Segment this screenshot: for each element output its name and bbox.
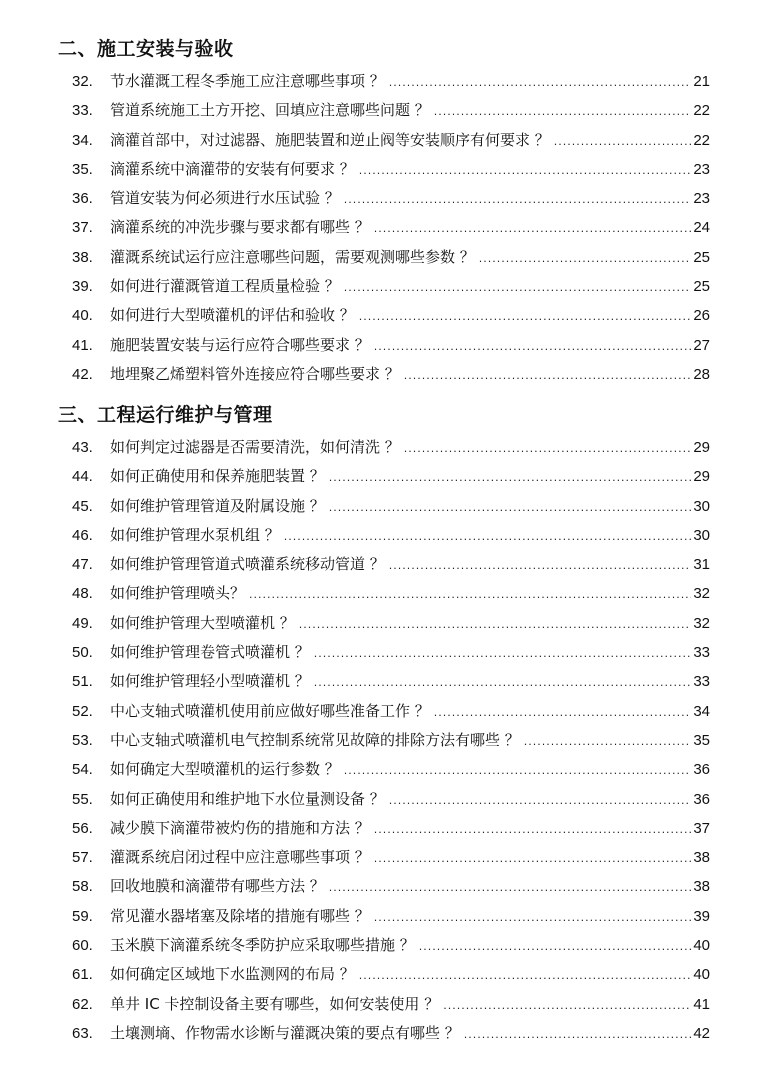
toc-entry[interactable]	[72, 436, 710, 465]
toc-entry[interactable]	[72, 875, 710, 904]
dot-leader	[314, 647, 692, 660]
dot-leader	[374, 222, 692, 235]
dot-leader	[359, 969, 692, 982]
entry-title: 地埋聚乙烯塑料管外连接应符合哪些要求 ？	[110, 364, 400, 383]
entry-title: 常见灌水器堵塞及除堵的措施有哪些 ？	[110, 906, 370, 925]
entry-title: 单井 IC 卡控制设备主要有哪些，如何安装使用 ？	[110, 994, 440, 1013]
entry-number: 34.	[72, 131, 93, 149]
dot-leader	[464, 1028, 692, 1041]
dot-leader	[404, 442, 692, 455]
dot-leader	[284, 530, 692, 543]
dot-leader	[389, 76, 692, 89]
entry-title: 如何正确使用和维护地下水位量测设备 ？	[110, 789, 385, 808]
toc-entry[interactable]	[72, 465, 710, 494]
dot-leader	[434, 706, 692, 719]
entry-number: 43.	[72, 439, 93, 456]
entry-page-number: 23	[693, 160, 710, 178]
toc-entry[interactable]	[72, 670, 710, 699]
entry-page-number: 34	[693, 702, 710, 720]
entry-number: 33.	[72, 102, 93, 120]
toc-entry[interactable]	[72, 334, 710, 363]
toc-entry[interactable]	[72, 304, 710, 333]
entry-title: 管道安装为何必须进行水压试验 ？	[110, 189, 340, 208]
entry-title: 中心支轴式喷灌机使用前应做好哪些准备工作 ？	[110, 701, 430, 720]
entry-title: 如何维护管理管道式喷灌系统移动管道 ？	[110, 555, 385, 574]
toc-entry[interactable]	[72, 758, 710, 787]
entry-title: 减少膜下滴灌带被灼伤的措施和方法 ？	[110, 818, 370, 837]
entry-title: 如何判定过滤器是否需要清洗，如何清洗 ？	[110, 438, 400, 456]
entry-title: 节水灌溉工程冬季施工应注意哪些事项 ？	[110, 72, 385, 90]
entry-number: 40.	[72, 307, 93, 325]
dot-leader	[479, 252, 692, 265]
entry-number: 42.	[72, 365, 93, 383]
entry-number: 39.	[72, 278, 93, 296]
toc-entry[interactable]	[72, 700, 710, 729]
entry-page-number: 30	[693, 526, 710, 544]
entry-page-number: 39	[693, 907, 710, 925]
dot-leader	[374, 911, 692, 924]
dot-leader	[524, 735, 692, 748]
dot-leader	[434, 105, 692, 118]
entry-page-number: 37	[693, 819, 710, 837]
dot-leader	[359, 164, 692, 177]
dot-leader	[404, 369, 692, 382]
toc-entry[interactable]	[72, 99, 710, 128]
entry-number: 60.	[72, 937, 93, 955]
toc-list	[72, 436, 710, 1051]
entry-page-number: 22	[693, 131, 710, 149]
toc-entry[interactable]	[72, 582, 710, 611]
entry-number: 49.	[72, 614, 93, 632]
entry-number: 47.	[72, 556, 93, 574]
entry-title: 如何进行灌溉管道工程质量检验 ？	[110, 277, 340, 296]
entry-page-number: 41	[693, 995, 710, 1013]
toc-entry[interactable]	[72, 187, 710, 216]
entry-title: 如何确定区域地下水监测网的布局 ？	[110, 965, 355, 984]
entry-title: 如何维护管理卷管式喷灌机 ？	[110, 643, 310, 662]
entry-number: 53.	[72, 731, 93, 749]
toc-entry[interactable]	[72, 363, 710, 392]
entry-number: 48.	[72, 585, 93, 603]
dot-leader	[443, 999, 691, 1012]
entry-page-number: 27	[693, 336, 710, 354]
toc-entry[interactable]	[72, 641, 710, 670]
toc-list	[72, 70, 710, 392]
entry-title: 玉米膜下滴灌系统冬季防护应采取哪些措施 ？	[110, 936, 415, 955]
entry-title: 如何维护管理大型喷灌机 ？	[110, 613, 295, 632]
entry-page-number: 29	[693, 439, 710, 456]
toc-entry[interactable]	[72, 70, 710, 99]
entry-number: 63.	[72, 1024, 93, 1042]
dot-leader	[359, 310, 692, 323]
toc-entry[interactable]	[72, 158, 710, 187]
toc-entry[interactable]	[72, 129, 710, 158]
entry-number: 38.	[72, 248, 93, 266]
entry-number: 46.	[72, 526, 93, 544]
entry-number: 55.	[72, 790, 93, 808]
toc-entry[interactable]	[72, 905, 710, 934]
dot-leader	[374, 823, 692, 836]
dot-leader	[374, 852, 692, 865]
toc-entry[interactable]	[72, 275, 710, 304]
dot-leader	[344, 193, 692, 206]
entry-title: 土壤测墒、作物需水诊断与灌溉决策的要点有哪些 ？	[110, 1023, 460, 1042]
entry-page-number: 38	[693, 849, 710, 867]
entry-title: 滴灌系统的冲洗步骤与要求都有哪些 ？	[110, 218, 370, 237]
entry-number: 41.	[72, 336, 93, 354]
entry-number: 52.	[72, 702, 93, 720]
dot-leader	[344, 281, 692, 294]
dot-leader	[344, 764, 692, 777]
entry-title: 如何确定大型喷灌机的运行参数 ？	[110, 760, 340, 779]
toc-entry[interactable]	[72, 246, 710, 275]
toc-entry[interactable]	[72, 612, 710, 641]
entry-number: 56.	[72, 819, 93, 837]
toc-entry[interactable]	[72, 1022, 710, 1051]
entry-title: 滴灌首部中，对过滤器、施肥装置和逆止阀等安装顺序有何要求 ？	[110, 130, 550, 149]
entry-number: 51.	[72, 673, 93, 691]
entry-title: 如何维护管理水泵机组 ？	[110, 525, 280, 544]
entry-number: 61.	[72, 966, 93, 984]
entry-number: 54.	[72, 761, 93, 779]
dot-leader	[389, 794, 692, 807]
entry-title: 如何维护管理喷头？	[110, 584, 246, 603]
toc-entry[interactable]	[72, 817, 710, 846]
entry-number: 57.	[72, 849, 93, 867]
dot-leader	[374, 340, 692, 353]
entry-title: 施肥装置安装与运行应符合哪些要求 ？	[110, 335, 370, 354]
entry-number: 32.	[72, 73, 93, 90]
entry-title: 中心支轴式喷灌机电气控制系统常见故障的排除方法有哪些 ？	[110, 730, 520, 749]
entry-page-number: 32	[693, 614, 710, 632]
entry-title: 如何维护管理管道及附属设施 ？	[110, 496, 325, 515]
entry-page-number: 28	[693, 365, 710, 383]
dot-leader	[554, 135, 692, 148]
toc-entry[interactable]	[72, 553, 710, 582]
entry-number: 62.	[72, 995, 93, 1013]
entry-page-number: 23	[693, 190, 710, 208]
toc-entry[interactable]	[72, 934, 710, 963]
toc-entry[interactable]	[72, 524, 710, 553]
dot-leader	[299, 618, 692, 631]
entry-title: 灌溉系统试运行应注意哪些问题，需要观测哪些参数 ？	[110, 247, 475, 266]
dot-leader	[314, 676, 692, 689]
entry-title: 回收地膜和滴灌带有哪些方法 ？	[110, 877, 325, 896]
dot-leader	[329, 881, 692, 894]
entry-title: 灌溉系统启闭过程中应注意哪些事项 ？	[110, 848, 370, 867]
entry-page-number: 31	[693, 556, 710, 574]
entry-number: 44.	[72, 468, 93, 486]
entry-page-number: 24	[693, 219, 710, 237]
entry-title: 滴灌系统中滴灌带的安装有何要求 ？	[110, 159, 355, 178]
entry-page-number: 36	[693, 761, 710, 779]
dot-leader	[389, 559, 692, 572]
toc-entry[interactable]	[72, 993, 710, 1022]
entry-page-number: 38	[693, 878, 710, 896]
entry-page-number: 40	[693, 937, 710, 955]
entry-page-number: 26	[693, 307, 710, 325]
entry-title: 如何正确使用和保养施肥装置 ？	[110, 467, 325, 486]
toc-entry[interactable]	[72, 495, 710, 524]
entry-page-number: 21	[693, 73, 710, 90]
dot-leader	[249, 588, 691, 601]
entry-page-number: 22	[693, 102, 710, 120]
toc-entry[interactable]	[72, 216, 710, 245]
entry-page-number: 32	[693, 585, 710, 603]
dot-leader	[329, 471, 692, 484]
entry-page-number: 29	[693, 468, 710, 486]
toc-entry[interactable]	[72, 788, 710, 817]
entry-page-number: 25	[693, 278, 710, 296]
entry-page-number: 33	[693, 673, 710, 691]
entry-number: 50.	[72, 644, 93, 662]
section-heading: 三、工程运行维护与管理	[58, 404, 273, 426]
entry-number: 37.	[72, 219, 93, 237]
entry-page-number: 30	[693, 497, 710, 515]
entry-title: 管道系统施工土方开挖、回填应注意哪些问题 ？	[110, 101, 430, 120]
toc-entry[interactable]	[72, 846, 710, 875]
dot-leader	[419, 940, 692, 953]
dot-leader	[329, 501, 692, 514]
toc-entry[interactable]	[72, 729, 710, 758]
entry-page-number: 36	[693, 790, 710, 808]
entry-number: 45.	[72, 497, 93, 515]
entry-page-number: 40	[693, 966, 710, 984]
entry-page-number: 35	[693, 731, 710, 749]
entry-page-number: 33	[693, 644, 710, 662]
entry-title: 如何进行大型喷灌机的评估和验收 ？	[110, 306, 355, 325]
entry-number: 35.	[72, 160, 93, 178]
entry-page-number: 25	[693, 248, 710, 266]
entry-number: 36.	[72, 190, 93, 208]
entry-title: 如何维护管理轻小型喷灌机 ？	[110, 672, 310, 691]
section-heading: 二、施工安装与验收	[58, 38, 234, 60]
entry-page-number: 42	[693, 1024, 710, 1042]
toc-entry[interactable]	[72, 963, 710, 992]
entry-number: 59.	[72, 907, 93, 925]
entry-number: 58.	[72, 878, 93, 896]
